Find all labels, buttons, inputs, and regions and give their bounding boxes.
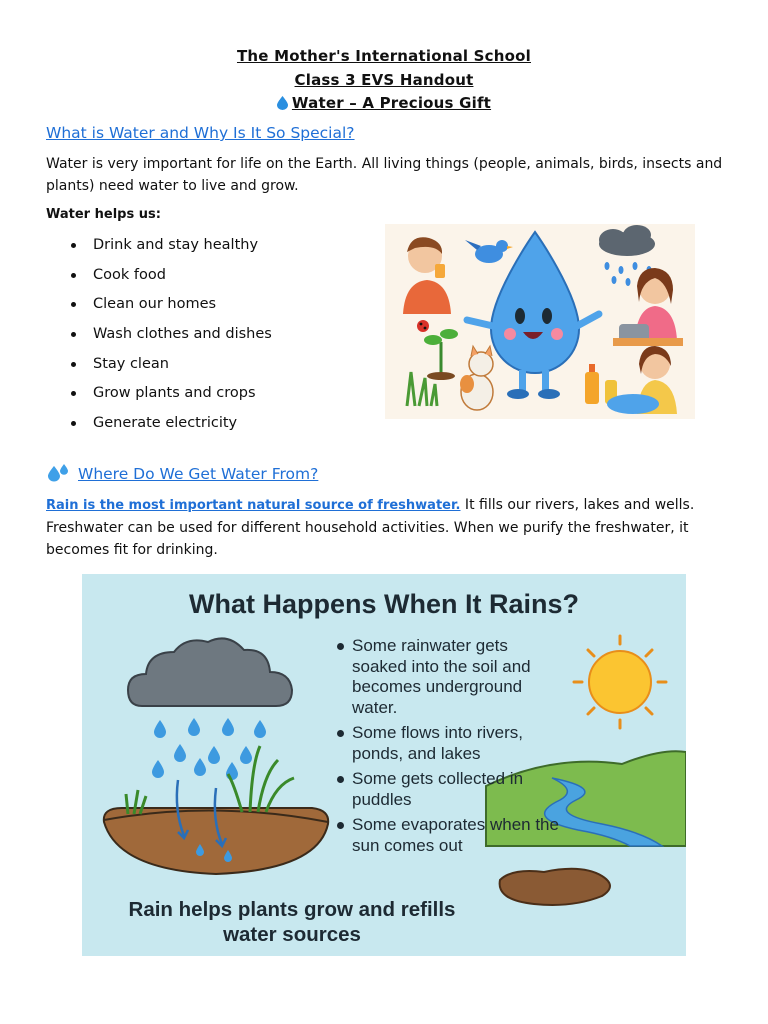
topic-text: Water – A Precious Gift: [291, 94, 492, 112]
water-mascot-icon: [385, 224, 695, 419]
helps-heading: Water helps us:: [46, 207, 161, 222]
list-item: Some rainwater gets soaked into the soil and becomes underground water.: [332, 636, 567, 718]
section2-title-text: Where Do We Get Water From?: [78, 465, 319, 483]
handout-topic: [0, 94, 768, 112]
list-item: Grow plants and crops: [46, 380, 272, 410]
list-item: Wash clothes and dishes: [46, 321, 272, 351]
class-line: Class 3 EVS Handout: [294, 71, 474, 89]
list-item: Some flows into rivers, ponds, and lakes: [332, 723, 567, 764]
section2-text: It fills our rivers, lakes and wells. Freshwater can be used for different household activities. When we purify the freshwater, it becomes fit for drinking.: [46, 497, 695, 558]
section2-title: [46, 464, 318, 483]
list-item: Stay clean: [46, 351, 272, 381]
list-item: Clean our homes: [46, 291, 272, 321]
section1-title: What is Water and Why Is It So Special?: [46, 124, 355, 142]
rain-points-list: [332, 636, 567, 861]
poster-title: What Happens When It Rains?: [188, 589, 579, 619]
list-item: Some gets collected in puddles: [332, 769, 567, 810]
rain-poster: [82, 574, 686, 956]
water-uses-illustration: [385, 224, 695, 419]
rain-highlight: Rain is the most important natural source of freshwater.: [46, 498, 461, 513]
water-uses-list: [46, 232, 272, 440]
list-item: Some evaporates when the sun comes out: [332, 815, 567, 856]
list-item: Cook food: [46, 262, 272, 292]
water-droplets-icon: [46, 464, 70, 482]
list-item: Generate electricity: [46, 410, 272, 440]
section1-intro: Water is very important for life on the Earth. All living things (people, animals, birds, insects and plants) need water to live and grow.: [46, 156, 723, 194]
school-name: The Mother's International School: [236, 47, 531, 65]
water-drop-icon: [277, 96, 288, 110]
section2-paragraph: [46, 494, 726, 561]
list-item: Drink and stay healthy: [46, 232, 272, 262]
poster-footer: Rain helps plants grow and refills water sources: [128, 898, 456, 946]
